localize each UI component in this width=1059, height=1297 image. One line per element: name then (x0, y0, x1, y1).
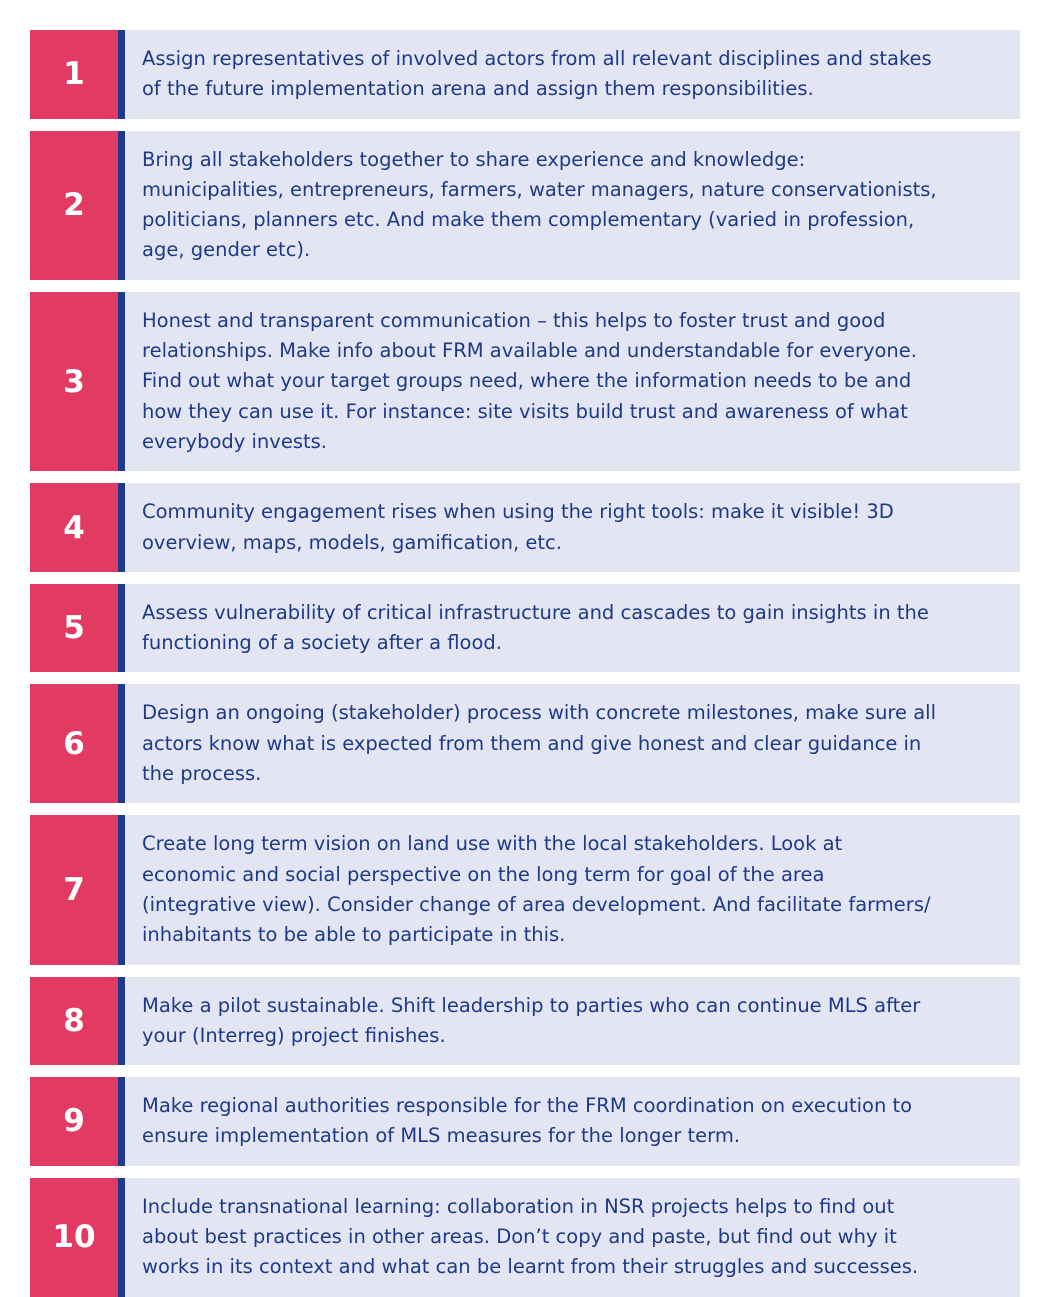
item-text: Assign representatives of involved actors from all relevant disciplines and stakes of the future implementation arena and assign them responsibilities. (142, 47, 932, 101)
item-text: Make a pilot sustainable. Shift leadership to parties who can continue MLS after your (Interreg) project finishes. (142, 993, 921, 1047)
item-number: 1 (30, 30, 118, 119)
list-item (30, 483, 1020, 572)
item-text: Honest and transparent communication – this helps to foster trust and good relationships. Make info about FRM available and understandable for everyone. Find out what your target groups need, where the information needs to be and how they can use it. For instance: site visits build trust and awareness of what everybody invests. (142, 308, 917, 453)
list-item (30, 1077, 1020, 1166)
item-number: 8 (30, 977, 118, 1066)
list-item (30, 684, 1020, 803)
accent-bar (118, 684, 125, 803)
list-item (30, 131, 1020, 280)
item-text: Create long term vision on land use with the local stakeholders. Look at economic and social perspective on the long term for goal of the area (integrative view). Consider change of area development. And facilitate farmers/ inhabitants to be able to participate in this. (142, 832, 931, 947)
accent-bar (118, 584, 125, 673)
list-item (30, 1178, 1020, 1297)
accent-bar (118, 131, 125, 280)
item-text: Bring all stakeholders together to share experience and knowledge: municipalities, entrepreneurs, farmers, water managers, nature conservationists, politicians, planners etc. And make them complementary (varied in profession, age, gender etc). (142, 147, 937, 262)
item-number: 5 (30, 584, 118, 673)
recommendations-list (30, 30, 1020, 1297)
list-item (30, 815, 1020, 964)
list-item (30, 977, 1020, 1066)
accent-bar (118, 292, 125, 471)
item-text: Community engagement rises when using the right tools: make it visible! 3D overview, maps, models, gamification, etc. (142, 500, 894, 554)
item-number: 9 (30, 1077, 118, 1166)
accent-bar (118, 1178, 125, 1297)
list-item (30, 584, 1020, 673)
accent-bar (118, 815, 125, 964)
item-number: 4 (30, 483, 118, 572)
accent-bar (118, 30, 125, 119)
item-text: Design an ongoing (stakeholder) process with concrete milestones, make sure all actors know what is expected from them and give honest and clear guidance in the process. (142, 701, 937, 786)
list-item (30, 292, 1020, 471)
item-number: 3 (30, 292, 118, 471)
item-text: Assess vulnerability of critical infrastructure and cascades to gain insights in the functioning of a society after a flood. (142, 600, 929, 655)
accent-bar (118, 1077, 125, 1166)
item-number: 7 (30, 815, 118, 964)
accent-bar (118, 977, 125, 1066)
item-number: 2 (30, 131, 118, 280)
item-text: Make regional authorities responsible for the FRM coordination on execution to ensure implementation of MLS measures for the longer term. (142, 1094, 913, 1148)
item-number: 10 (30, 1178, 118, 1297)
item-number: 6 (30, 684, 118, 803)
accent-bar (118, 483, 125, 572)
item-text: Include transnational learning: collaboration in NSR projects helps to find out about best practices in other areas. Don’t copy and paste, but find out why it works in its context and what can be learnt from their struggles and successes. (142, 1194, 919, 1279)
list-item (30, 30, 1020, 119)
